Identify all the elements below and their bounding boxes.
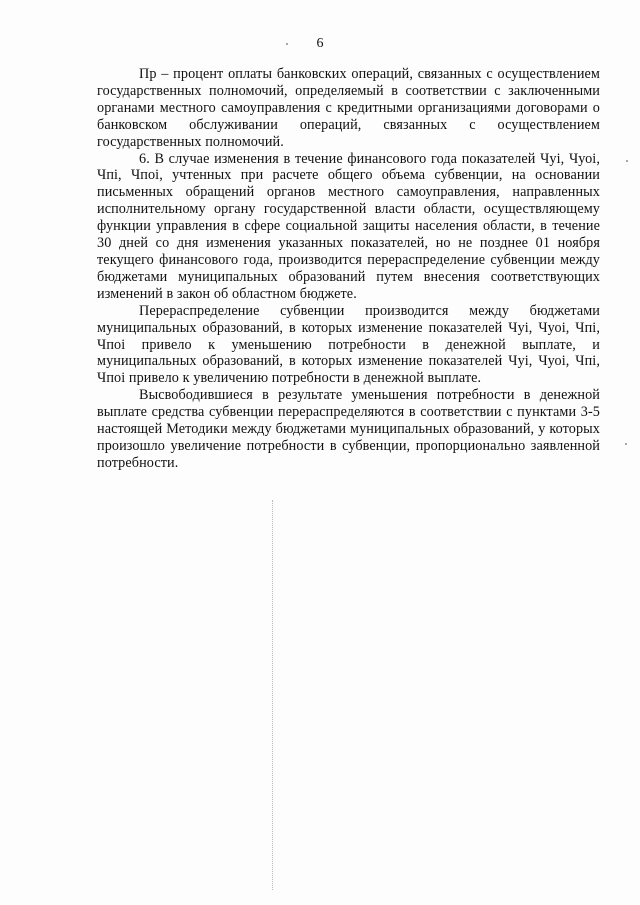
document-body: [97, 66, 600, 472]
paragraph-item-6-redistribution: 6. В случае изменения в течение финансового года показателей Чуі, Чуоі, Чпі, Чпоі, учтенных при расчете общего объема субвенции, на основании письменных обращений органов местного самоуправления, направленных исполнительному органу государственной власти области, осуществляющему функции управления в сфере социальной защиты населения области, в течение 30 дней со дня изменения указанных показателей, но не позднее 01 ноября текущего финансового года, производится перераспределение субвенции между бюджетами муниципальных образований путем внесения соответствующих изменений в закон об областном бюджете.: [97, 150, 600, 302]
paragraph-redistribution-between-budgets: Перераспределение субвенции производится между бюджетами муниципальных образований, в которых изменение показателей Чуі, Чуоі, Чпі, Чпоі привело к уменьшению потребности в денежной выплате, и муниципальных образований, в которых изменение показателей Чуі, Чуоі, Чпі, Чпоі привело к увеличению потребности в денежной выплате.: [97, 302, 600, 387]
paragraph-released-funds: Высвободившиеся в результате уменьшения потребности в денежной выплате средства субвенции перераспределяются в соответствии с пунктами 3-5 настоящей Методики между бюджетами муниципальных образований, у которых произошло увеличение потребности в субвенции, пропорционально заявленной потребности.: [97, 387, 600, 471]
page-number: 6: [316, 36, 324, 51]
scan-artifact-dot: [286, 43, 288, 45]
scan-artifact-dot: [626, 160, 628, 162]
paragraph-bank-fee-definition: Пр – процент оплаты банковских операций, связанных с осуществлением государственных полномочий, определяемый в соответствии с заключенными органами местного самоуправления с кредитными организациями договорами о банковском обслуживании операций, связанных с осуществлением государственных полномочий.: [97, 66, 600, 150]
scan-artifact-line: [272, 500, 274, 890]
scan-artifact-dot: [625, 443, 627, 445]
